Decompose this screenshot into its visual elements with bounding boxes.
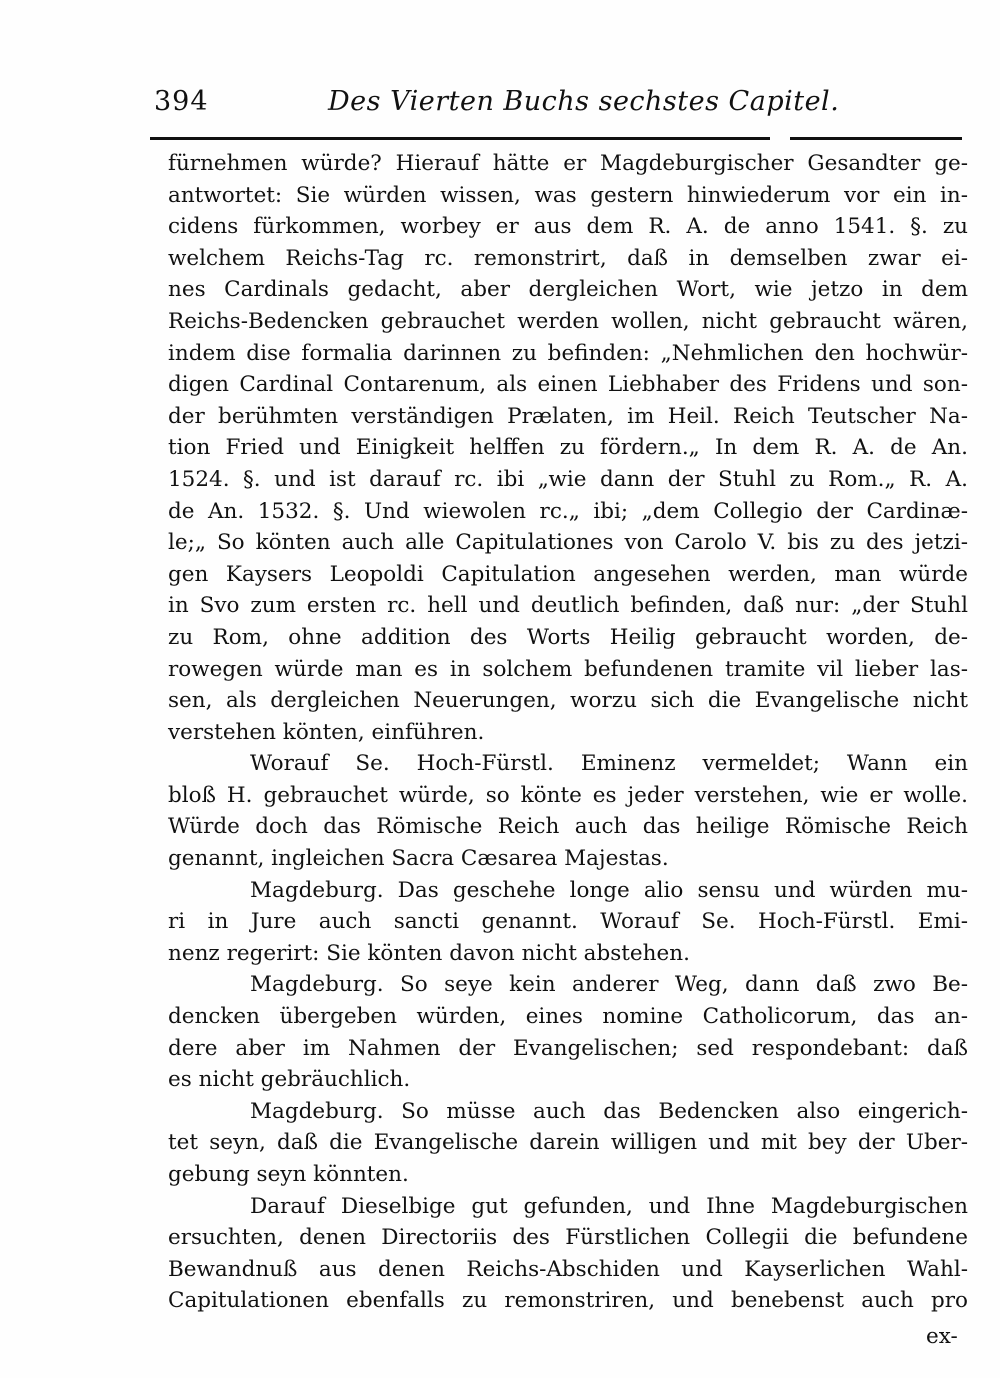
- text-line: bloß H. gebrauchet würde, so könte es jeder verstehen, wie er wolle.: [168, 782, 968, 808]
- body-text: [168, 148, 968, 1317]
- text-line: Magdeburg. So müsse auch das Bedencken also eingerich-: [250, 1098, 968, 1124]
- text-line: Worauf Se. Hoch-Fürstl. Eminenz vermeldet; Wann ein: [250, 751, 968, 777]
- text-line: welchem Reichs-Tag rc. remonstrirt, daß in demselben zwar ei-: [168, 245, 968, 271]
- text-line: sen, als dergleichen Neuerungen, worzu sich die Evangelische nicht: [168, 688, 968, 714]
- running-head: Des Vierten Buchs sechstes Capitel.: [328, 86, 840, 117]
- text-line: der berühmten verständigen Prælaten, im Heil. Reich Teutscher Na-: [168, 403, 968, 429]
- text-line: antwortet: Sie würden wissen, was gestern hinwiederum vor ein in-: [168, 182, 968, 208]
- text-line: le;„ So könten auch alle Capitulationes von Carolo V. bis zu des jetzi-: [168, 530, 968, 556]
- text-line: tion Fried und Einigkeit helffen zu fördern.„ In dem R. A. de An.: [168, 435, 968, 461]
- text-line: Bewandnuß aus denen Reichs-Abschiden und Kayserlichen Wahl-: [168, 1256, 968, 1282]
- text-line: Magdeburg. So seye kein anderer Weg, dann daß zwo Be-: [250, 972, 968, 998]
- text-line: fürnehmen würde? Hierauf hätte er Magdeburgischer Gesandter ge-: [168, 151, 968, 176]
- catchword: ex-: [926, 1324, 958, 1349]
- text-line: es nicht gebräuchlich.: [168, 1067, 411, 1093]
- text-line: Darauf Dieselbige gut gefunden, und Ihne Magdeburgischen: [250, 1193, 968, 1219]
- text-line: cidens fürkommen, worbey er aus dem R. A. de anno 1541. §. zu: [168, 214, 968, 240]
- text-line: dere aber im Nahmen der Evangelischen; sed respondebant: daß: [168, 1035, 968, 1061]
- text-line: tet seyn, daß die Evangelische darein willigen und mit bey der Uber-: [168, 1130, 968, 1156]
- text-line: de An. 1532. §. Und wiewolen rc.„ ibi; „dem Collegio der Cardinæ-: [168, 498, 968, 524]
- text-line: ri in Jure auch sancti genannt. Worauf Se. Hoch-Fürstl. Emi-: [168, 909, 968, 935]
- text-line: ersuchten, denen Directoriis des Fürstlichen Collegii die befundene: [168, 1225, 968, 1251]
- text-line: dencken übergeben würden, eines nomine Catholicorum, das an-: [168, 1004, 968, 1030]
- text-line: digen Cardinal Contarenum, als einen Liebhaber des Fridens und son-: [168, 372, 968, 398]
- header-rule-right: [790, 137, 962, 140]
- text-line: verstehen könten, einführen.: [168, 719, 485, 745]
- page-number: 394: [154, 86, 209, 117]
- text-line: gen Kaysers Leopoldi Capitulation angesehen werden, man würde: [168, 561, 968, 587]
- text-line: Magdeburg. Das geschehe longe alio sensu und würden mu-: [250, 877, 968, 903]
- text-line: 1524. §. und ist darauf rc. ibi „wie dann der Stuhl zu Rom.„ R. A.: [168, 466, 968, 492]
- page-header: [150, 86, 962, 126]
- text-line: genannt, ingleichen Sacra Cæsarea Majestas.: [168, 846, 669, 872]
- header-rule: [150, 137, 770, 140]
- text-line: nenz regerirt: Sie könten davon nicht abstehen.: [168, 940, 690, 966]
- text-line: rowegen würde man es in solchem befundenen tramite vil lieber las-: [168, 656, 968, 682]
- text-line: in Svo zum ersten rc. hell und deutlich befinden, daß nur: „der Stuhl: [168, 593, 968, 619]
- text-line: zu Rom, ohne addition des Worts Heilig gebraucht worden, de-: [168, 624, 968, 650]
- text-line: gebung seyn könnten.: [168, 1162, 409, 1187]
- text-line: indem dise formalia darinnen zu befinden: „Nehmlichen den hochwür-: [168, 340, 968, 366]
- text-line: Würde doch das Römische Reich auch das heilige Römische Reich: [168, 814, 968, 840]
- text-line: Reichs-Bedencken gebrauchet werden wollen, nicht gebraucht wären,: [168, 308, 968, 334]
- text-line: nes Cardinals gedacht, aber dergleichen Wort, wie jetzo in dem: [168, 277, 968, 303]
- text-line: Capitulationen ebenfalls zu remonstriren, und benebenst auch pro: [168, 1288, 968, 1314]
